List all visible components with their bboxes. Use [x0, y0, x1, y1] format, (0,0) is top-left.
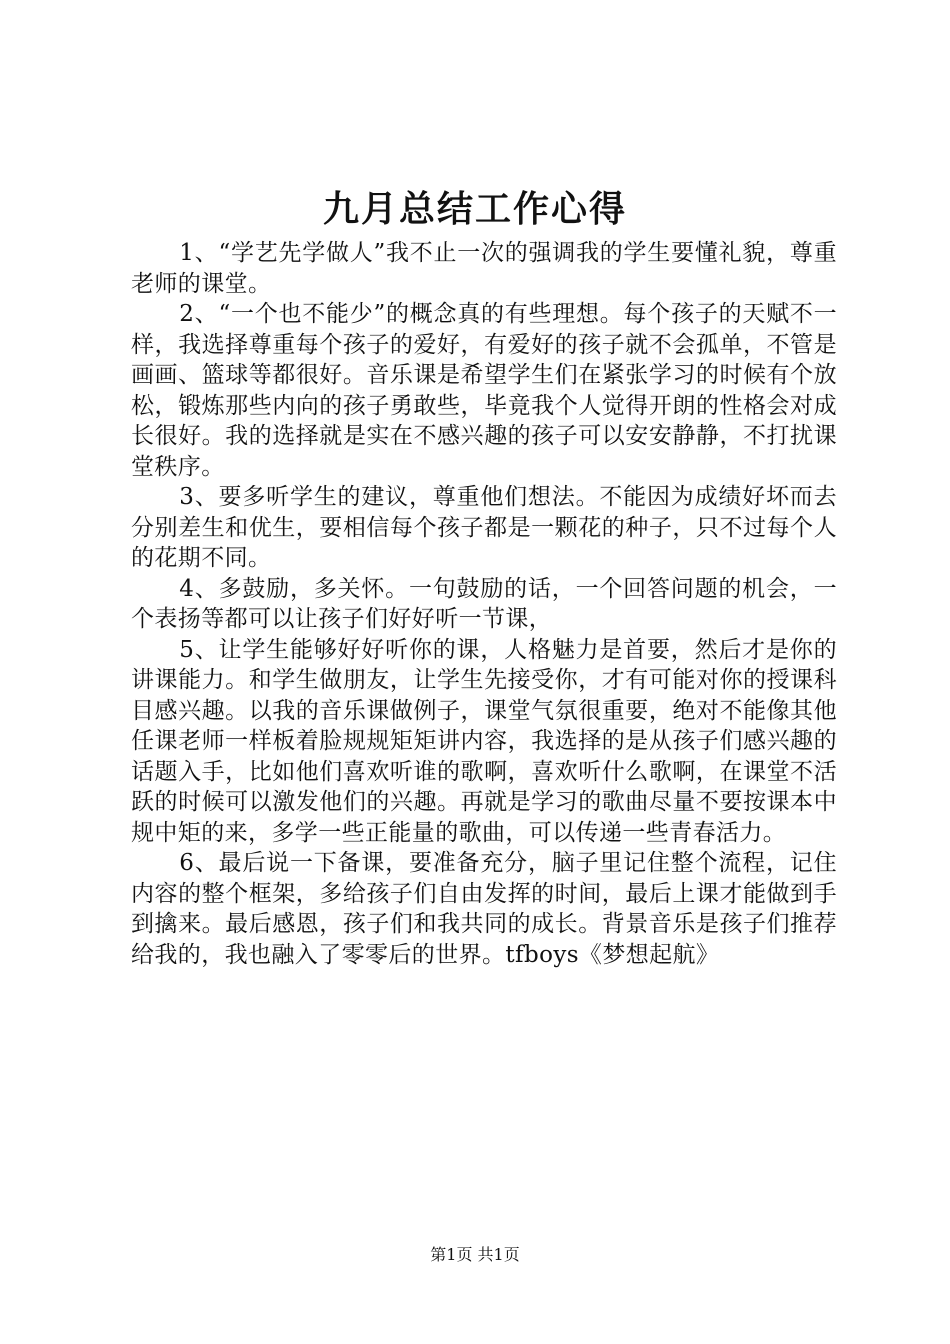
paragraph-2: 2、“一个也不能少”的概念真的有些理想。每个孩子的天赋不一样，我选择尊重每个孩子的爱好，有爱好的孩子就不会孤单，不管是画画、篮球等都很好。音乐课是希望学生们在紧张学习的时候有个放松，锻炼那些内向的孩子勇敢些，毕竟我个人觉得开朗的性格会对成长很好。我的选择就是实在不感兴趣的孩子可以安安静静，不打扰课堂秩序。 [131, 301, 837, 480]
paragraph-6: 6、最后说一下备课，要准备充分，脑子里记住整个流程，记住内容的整个框架，多给孩子们自由发挥的时间，最后上课才能做到手到擒来。最后感恩，孩子们和我共同的成长。背景音乐是孩子们推荐给我的，我也融入了零零后的世界。tfboys《梦想起航》 [131, 850, 837, 968]
paragraph-4: 4、多鼓励，多关怀。一句鼓励的话，一个回答问题的机会，一个表扬等都可以让孩子们好好听一节课， [131, 575, 837, 632]
paragraph-5: 5、让学生能够好好听你的课，人格魅力是首要，然后才是你的讲课能力。和学生做朋友，让学生先接受你，才有可能对你的授课科目感兴趣。以我的音乐课做例子，课堂气氛很重要，绝对不能像其他任课老师一样板着脸规规矩矩讲内容，我选择的是从孩子们感兴趣的话题入手，比如他们喜欢听谁的歌啊，喜欢听什么歌啊，在课堂不活跃的时候可以激发他们的兴趣。再就是学习的歌曲尽量不要按课本中规中矩的来，多学一些正能量的歌曲，可以传递一些青春活力。 [131, 636, 837, 846]
document-title: 九月总结工作心得 [322, 188, 627, 230]
paragraph-3: 3、要多听学生的建议，尊重他们想法。不能因为成绩好坏而去分别差生和优生，要相信每个孩子都是一颗花的种子，只不过每个人的花期不同。 [131, 484, 837, 571]
page-footer: 第1页 共1页 [430, 1245, 520, 1264]
paragraph-1: 1、“学艺先学做人”我不止一次的强调我的学生要懂礼貌，尊重老师的课堂。 [131, 240, 837, 297]
document-body [131, 238, 837, 970]
